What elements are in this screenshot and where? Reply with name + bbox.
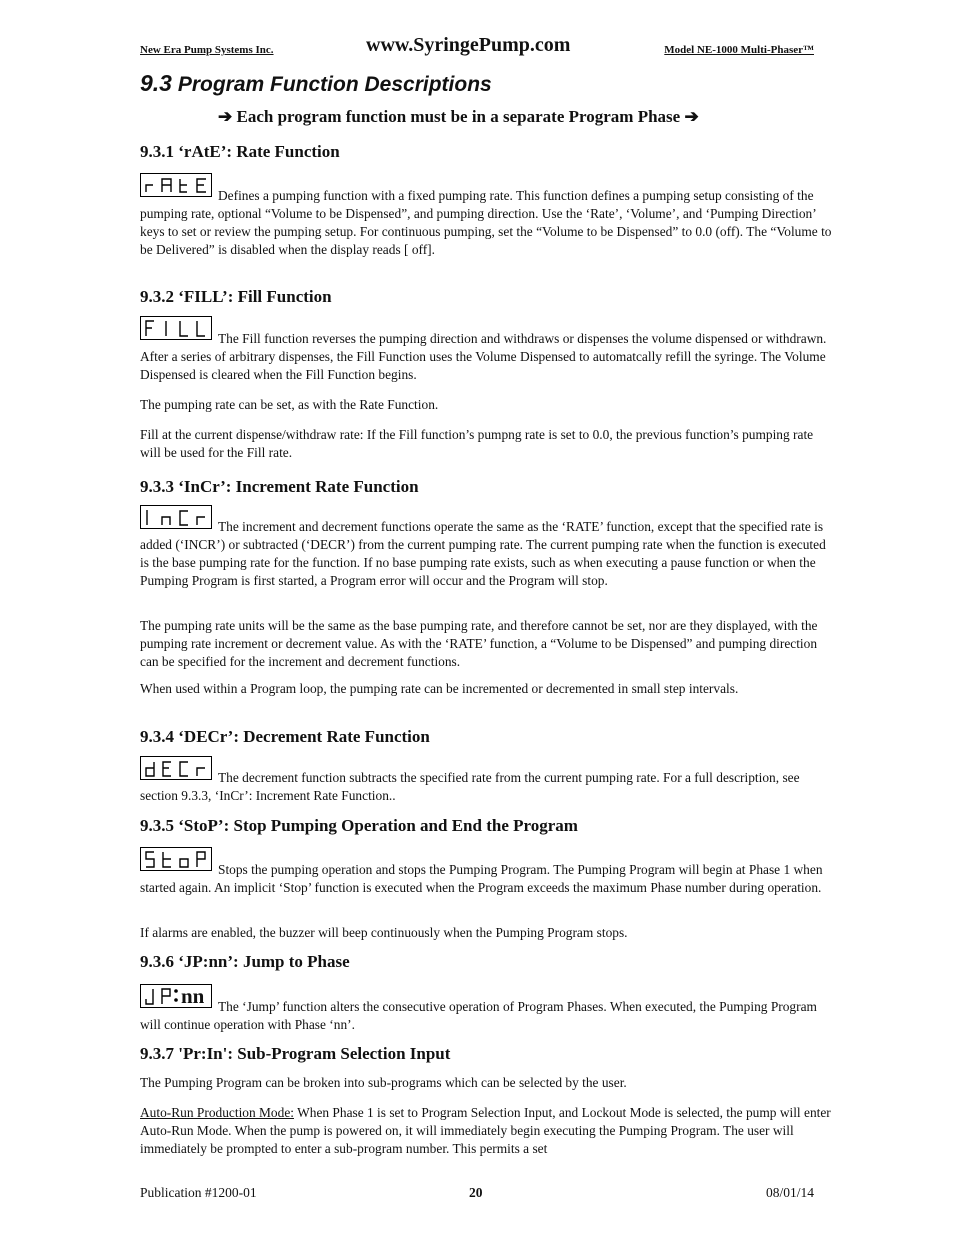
page-header — [140, 34, 814, 58]
heading-9-3-5: 9.3.5 ‘StoP’: Stop Pumping Operation and End the Program — [140, 816, 578, 835]
section-number: 9.3 — [140, 70, 172, 96]
heading-9-3-7: 9.3.7 'Pr:In': Sub-Program Selection Input — [140, 1044, 451, 1063]
paragraph-fill-rate: The pumping rate can be set, as with the Rate Function. — [140, 397, 439, 412]
section-title — [140, 70, 492, 97]
paragraph-incr-units: The pumping rate units will be the same as the base pumping rate, and therefore cannot be set, nor are they displayed, with the pumping rate increment or decrement value. As with the ‘RATE’ function, a “Volume to be Dispensed” and pumping direction can be specified for the increment and decrement functions. — [140, 618, 818, 669]
website-title: www.SyringePump.com — [366, 34, 571, 56]
paragraph-stop: Stops the pumping operation and stops the Pumping Program. The Pumping Program will begin at Phase 1 when started again. An implicit ‘Stop’ function is executed when the Program exceeds the maximum Phase number during operation. — [140, 862, 823, 895]
page-number: 20 — [469, 1185, 483, 1200]
company-name: New Era Pump Systems Inc. — [140, 44, 274, 56]
autorun-mode-text: When Phase 1 is set to Program Selection Input, and Lockout Mode is selected, the pump will enter Auto-Run Mode. When the pump is powered on, it will immediately begin executing the Pumping Program. The user will immediately be prompted to enter a sub-program number. This permits a set — [140, 1105, 831, 1156]
lcd-jump-suffix: nn — [181, 984, 205, 1008]
paragraph-incr-loop: When used within a Program loop, the pumping rate can be incremented or decremented in small step intervals. — [140, 681, 739, 696]
heading-9-3-6: 9.3.6 ‘JP:nn’: Jump to Phase — [140, 952, 350, 971]
paragraph-fill-current: Fill at the current dispense/withdraw rate: If the Fill function’s pumpng rate is set to 0.0, the previous function’s pumping rate will be used for the Fill rate. — [140, 427, 814, 460]
paragraph-fill: The Fill function reverses the pumping direction and withdraws or dispenses the volume dispensed or withdrawn. After a series of arbitrary dispenses, the Fill Function uses the Volume Dispensed to automatcally refill the syringe. The Volume Dispensed is cleared when the Fill Function begins. — [140, 331, 827, 382]
publication-number: Publication #1200-01 — [140, 1185, 257, 1200]
heading-9-3-4: 9.3.4 ‘DECr’: Decrement Rate Function — [140, 727, 430, 746]
phase-notice: ➔ Each program function must be in a separate Program Phase ➔ — [218, 107, 699, 126]
paragraph-decr: The decrement function subtracts the specified rate from the current pumping rate. For a full description, see section 9.3.3, ‘InCr’: Increment Rate Function.. — [140, 770, 800, 803]
paragraph-jump: The ‘Jump’ function alters the consecutive operation of Program Phases. When executed, the Pumping Program will continue operation with Phase ‘nn’. — [140, 999, 817, 1032]
paragraph-autorun — [140, 1104, 832, 1158]
paragraph-subprogram: The Pumping Program can be broken into sub-programs which can be selected by the user. — [140, 1075, 627, 1090]
heading-9-3-3: 9.3.3 ‘InCr’: Increment Rate Function — [140, 477, 419, 496]
model-name: Model NE-1000 Multi-Phaser™ — [664, 44, 814, 56]
heading-9-3-1: 9.3.1 ‘rAtE’: Rate Function — [140, 142, 340, 161]
publication-date: 08/01/14 — [765, 1185, 814, 1200]
paragraph-stop-alarm: If alarms are enabled, the buzzer will beep continuously when the Pumping Program stops. — [140, 925, 628, 940]
section-title-text: Program Function Descriptions — [177, 73, 492, 96]
autorun-mode-label: Auto-Run Production Mode: — [140, 1105, 294, 1120]
paragraph-rate: Defines a pumping function with a fixed pumping rate. This function defines a pumping setup consisting of the pumping rate, optional “Volume to be Dispensed”, and pumping direction. Use the ‘Rate’, ‘Volume’, and ‘Pumping Direction’ keys to set or review the pumping setup. For continuous pumping, set the “Volume to be Dispensed” to 0.0 (off). The “Volume to be Delivered” is disabled when the display reads [ off]. — [140, 188, 832, 257]
heading-9-3-2: 9.3.2 ‘FILL’: Fill Function — [140, 287, 332, 306]
paragraph-incr: The increment and decrement functions operate the same as the ‘RATE’ function, except that the specified rate is added (‘INCR’) or subtracted (‘DECR’) from the current pumping rate. The current pumping rate when the function is executed is the base pumping rate for the function. If no base pumping rate exists, such as when executing a pause function or when the Pumping Program is first started, a Program error will occur and the Program will stop. — [140, 519, 826, 588]
